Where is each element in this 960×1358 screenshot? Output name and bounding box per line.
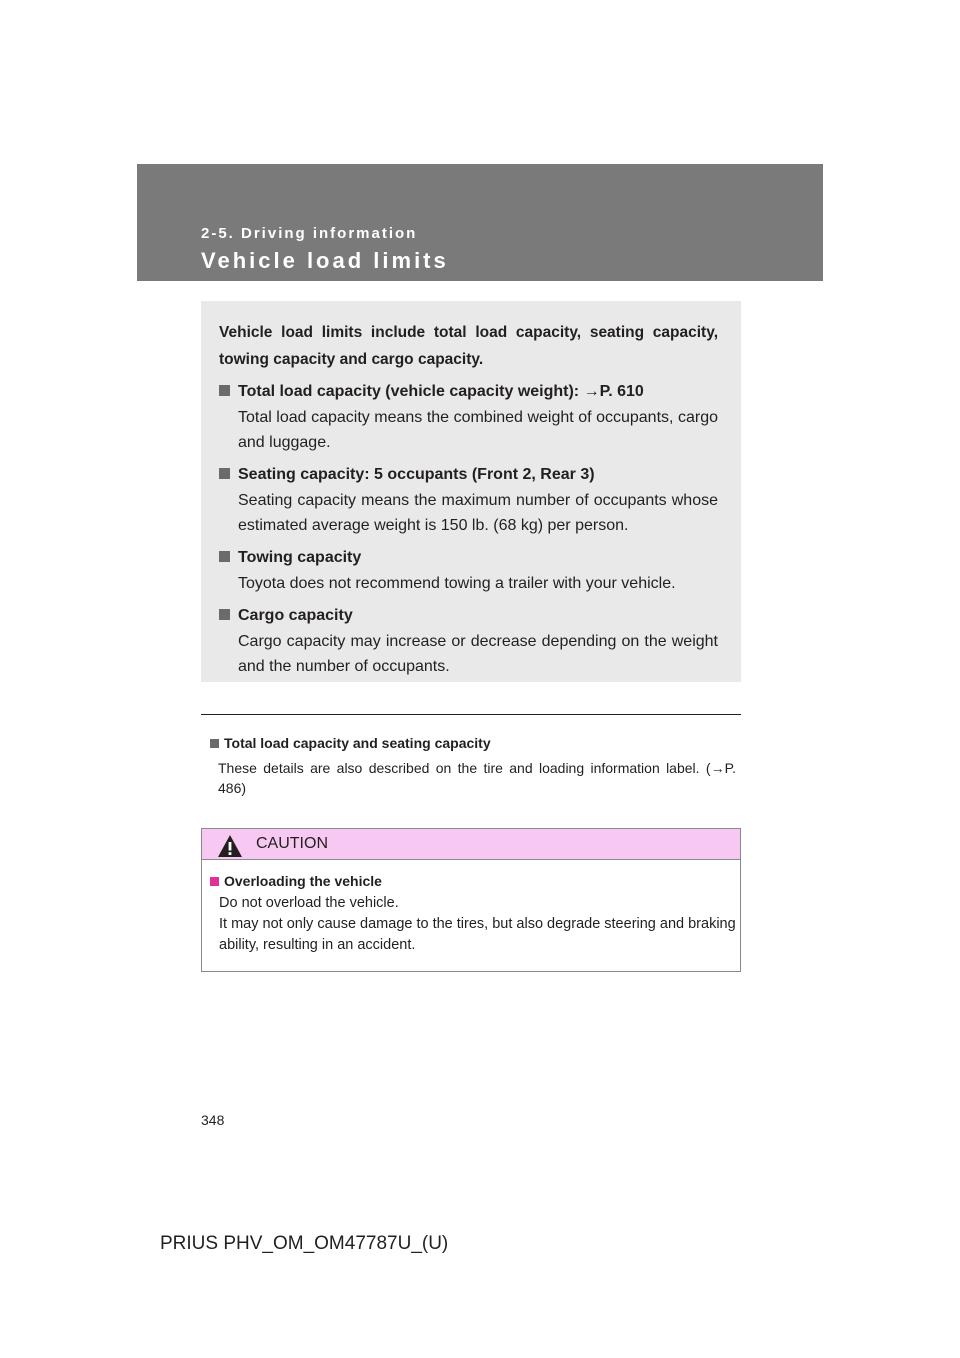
square-bullet-icon: [219, 385, 230, 396]
item-body: Toyota does not recommend towing a trailer with your vehicle.: [238, 575, 676, 592]
caution-line: It may not only cause damage to the tires, but also degrade steering and braking ability, resulting in an accident.: [219, 916, 736, 953]
caution-line: Do not overload the vehicle.: [219, 895, 399, 911]
note-heading-text: Total load capacity and seating capacity: [224, 735, 491, 751]
document-code: PRIUS PHV_OM_OM47787U_(U): [160, 1233, 449, 1254]
section-divider: [201, 714, 741, 715]
square-bullet-icon: [219, 551, 230, 562]
item-heading: [219, 544, 718, 571]
square-bullet-icon: [210, 739, 219, 748]
caution-title: CAUTION: [256, 835, 328, 852]
page-reference-link[interactable]: P. 610: [599, 383, 644, 400]
page-title: Vehicle load limits: [201, 248, 449, 273]
item-body: Seating capacity means the maximum number of occupants whose estimated average weight is 150 lb. (68 kg) per person.: [238, 492, 718, 534]
item-heading: [219, 378, 718, 405]
item-heading-text: Towing capacity: [238, 549, 362, 566]
summary-intro: Vehicle load limits include total load capacity, seating capacity, towing capacity and cargo capacity.: [219, 324, 718, 368]
item-heading-text: Total load capacity (vehicle capacity weight):: [238, 383, 584, 400]
section-label: 2-5. Driving information: [201, 225, 418, 242]
summary-item-seating: [219, 461, 718, 538]
square-bullet-icon: [219, 468, 230, 479]
section-header-band: [137, 164, 823, 281]
arrow-icon: →: [583, 383, 600, 400]
summary-item-total-load: [219, 378, 718, 455]
item-heading-text: Cargo capacity: [238, 607, 353, 624]
item-heading-text: Seating capacity: 5 occupants (Front 2, Rear 3): [238, 466, 595, 483]
note-heading: [210, 734, 736, 752]
caution-heading-text: Overloading the vehicle: [224, 873, 382, 889]
caution-heading: [210, 872, 736, 890]
note-body-text: These details are also described on the tire and loading information label. (: [218, 760, 711, 776]
summary-box: [201, 301, 741, 682]
item-body: Cargo capacity may increase or decrease depending on the weight and the number of occupants.: [238, 633, 718, 675]
warning-triangle-icon: [217, 834, 243, 858]
note-body: [210, 758, 736, 798]
page-reference-link[interactable]: P. 486): [218, 760, 736, 796]
square-bullet-icon: [219, 609, 230, 620]
summary-item-towing: [219, 544, 718, 596]
arrow-icon: →: [710, 760, 725, 776]
summary-item-cargo: [219, 602, 718, 679]
caution-content: [202, 860, 740, 956]
item-heading: [219, 602, 718, 629]
info-note: [210, 734, 736, 798]
caution-box: [201, 828, 741, 972]
item-heading: [219, 461, 718, 488]
page-number: 348: [201, 1112, 225, 1128]
square-bullet-icon: [210, 877, 219, 886]
item-body: Total load capacity means the combined weight of occupants, cargo and luggage.: [238, 409, 718, 451]
caution-text: [210, 893, 736, 956]
caution-header: [202, 829, 740, 860]
